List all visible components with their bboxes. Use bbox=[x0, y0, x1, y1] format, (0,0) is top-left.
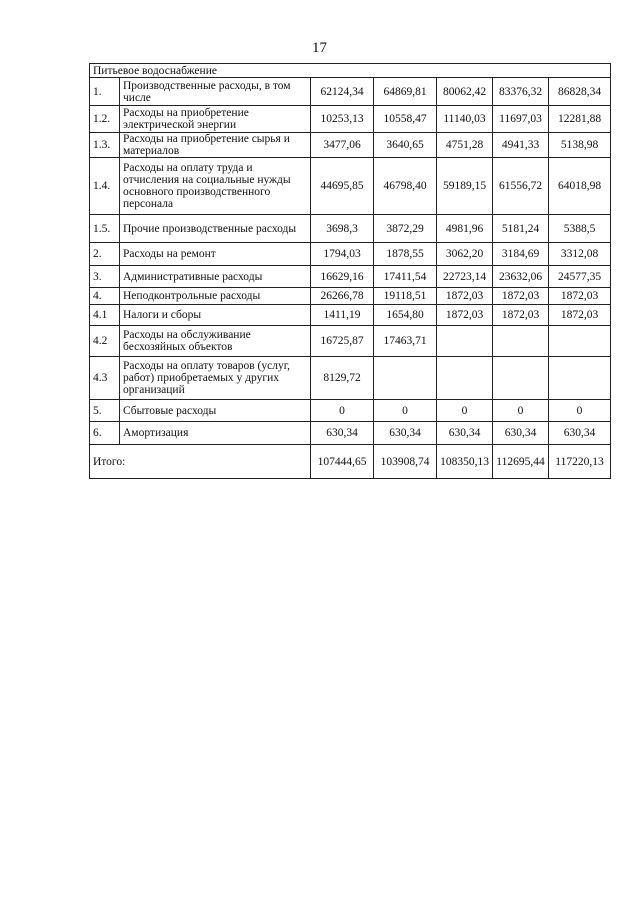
value-cell: 1872,03 bbox=[549, 305, 611, 326]
value-cell: 4751,28 bbox=[437, 133, 493, 158]
value-cell: 0 bbox=[437, 400, 493, 422]
row-number: 6. bbox=[90, 422, 120, 445]
value-cell: 3477,06 bbox=[311, 133, 374, 158]
row-label: Расходы на оплату товаров (услуг, работ) приобретаемых у других организаций bbox=[120, 357, 311, 400]
value-cell: 23632,06 bbox=[493, 266, 549, 288]
value-cell: 630,34 bbox=[437, 422, 493, 445]
value-cell bbox=[549, 357, 611, 400]
value-cell: 19118,51 bbox=[374, 288, 437, 305]
value-cell: 22723,14 bbox=[437, 266, 493, 288]
value-cell bbox=[493, 357, 549, 400]
table-row bbox=[90, 288, 611, 305]
value-cell: 1872,03 bbox=[549, 288, 611, 305]
row-number: 2. bbox=[90, 243, 120, 266]
value-cell: 3312,08 bbox=[549, 243, 611, 266]
value-cell bbox=[374, 357, 437, 400]
row-label: Сбытовые расходы bbox=[120, 400, 311, 422]
table-row bbox=[90, 158, 611, 215]
value-cell: 3184,69 bbox=[493, 243, 549, 266]
value-cell: 62124,34 bbox=[311, 78, 374, 106]
value-cell: 11697,03 bbox=[493, 106, 549, 133]
row-number: 1.3. bbox=[90, 133, 120, 158]
value-cell: 17411,54 bbox=[374, 266, 437, 288]
table-row bbox=[90, 106, 611, 133]
value-cell: 46798,40 bbox=[374, 158, 437, 215]
table-row bbox=[90, 215, 611, 243]
row-label: Расходы на ремонт bbox=[120, 243, 311, 266]
table-row bbox=[90, 400, 611, 422]
value-cell: 17463,71 bbox=[374, 326, 437, 357]
value-cell: 8129,72 bbox=[311, 357, 374, 400]
value-cell: 16725,87 bbox=[311, 326, 374, 357]
value-cell: 10558,47 bbox=[374, 106, 437, 133]
value-cell bbox=[437, 357, 493, 400]
table-row bbox=[90, 133, 611, 158]
value-cell: 1794,03 bbox=[311, 243, 374, 266]
row-label: Производственные расходы, в том числе bbox=[120, 78, 311, 106]
row-label: Расходы на приобретение сырья и материалов bbox=[120, 133, 311, 158]
value-cell: 83376,32 bbox=[493, 78, 549, 106]
total-row bbox=[90, 445, 611, 479]
value-cell: 3872,29 bbox=[374, 215, 437, 243]
table-row bbox=[90, 266, 611, 288]
value-cell: 5388,5 bbox=[549, 215, 611, 243]
row-number: 1.2. bbox=[90, 106, 120, 133]
value-cell: 4941,33 bbox=[493, 133, 549, 158]
value-cell: 1411,19 bbox=[311, 305, 374, 326]
value-cell: 1872,03 bbox=[437, 305, 493, 326]
value-cell: 86828,34 bbox=[549, 78, 611, 106]
table-row bbox=[90, 357, 611, 400]
section-header-row bbox=[90, 64, 611, 78]
value-cell: 26266,78 bbox=[311, 288, 374, 305]
value-cell: 630,34 bbox=[311, 422, 374, 445]
value-cell: 24577,35 bbox=[549, 266, 611, 288]
value-cell: 3640,65 bbox=[374, 133, 437, 158]
row-label: Прочие производственные расходы bbox=[120, 215, 311, 243]
value-cell: 16629,16 bbox=[311, 266, 374, 288]
value-cell: 0 bbox=[374, 400, 437, 422]
value-cell bbox=[437, 326, 493, 357]
row-label: Расходы на приобретение электрической энергии bbox=[120, 106, 311, 133]
row-label: Расходы на оплату труда и отчисления на социальные нужды основного производственного персонала bbox=[120, 158, 311, 215]
total-value-cell: 108350,13 bbox=[437, 445, 493, 479]
row-number: 4.2 bbox=[90, 326, 120, 357]
value-cell: 80062,42 bbox=[437, 78, 493, 106]
row-number: 4. bbox=[90, 288, 120, 305]
value-cell: 10253,13 bbox=[311, 106, 374, 133]
value-cell: 12281,88 bbox=[549, 106, 611, 133]
row-label: Расходы на обслуживание бесхозяйных объектов bbox=[120, 326, 311, 357]
value-cell: 4981,96 bbox=[437, 215, 493, 243]
total-value-cell: 112695,44 bbox=[493, 445, 549, 479]
value-cell: 11140,03 bbox=[437, 106, 493, 133]
value-cell: 64869,81 bbox=[374, 78, 437, 106]
table-row bbox=[90, 243, 611, 266]
value-cell: 59189,15 bbox=[437, 158, 493, 215]
total-value-cell: 117220,13 bbox=[549, 445, 611, 479]
row-number: 4.1 bbox=[90, 305, 120, 326]
row-number: 3. bbox=[90, 266, 120, 288]
value-cell: 61556,72 bbox=[493, 158, 549, 215]
value-cell: 1878,55 bbox=[374, 243, 437, 266]
value-cell: 44695,85 bbox=[311, 158, 374, 215]
value-cell: 5138,98 bbox=[549, 133, 611, 158]
value-cell: 5181,24 bbox=[493, 215, 549, 243]
value-cell bbox=[493, 326, 549, 357]
total-value-cell: 107444,65 bbox=[311, 445, 374, 479]
row-label: Неподконтрольные расходы bbox=[120, 288, 311, 305]
row-number: 1. bbox=[90, 78, 120, 106]
value-cell bbox=[549, 326, 611, 357]
value-cell: 0 bbox=[493, 400, 549, 422]
table-row bbox=[90, 305, 611, 326]
value-cell: 630,34 bbox=[549, 422, 611, 445]
total-label: Итого: bbox=[90, 445, 311, 479]
value-cell: 1872,03 bbox=[437, 288, 493, 305]
row-label: Амортизация bbox=[120, 422, 311, 445]
table-row bbox=[90, 326, 611, 357]
section-title: Питьевое водоснабжение bbox=[90, 64, 611, 78]
row-label: Административные расходы bbox=[120, 266, 311, 288]
table-row bbox=[90, 78, 611, 106]
value-cell: 630,34 bbox=[493, 422, 549, 445]
value-cell: 3062,20 bbox=[437, 243, 493, 266]
row-label: Налоги и сборы bbox=[120, 305, 311, 326]
value-cell: 630,34 bbox=[374, 422, 437, 445]
row-number: 1.5. bbox=[90, 215, 120, 243]
value-cell: 1654,80 bbox=[374, 305, 437, 326]
value-cell: 3698,3 bbox=[311, 215, 374, 243]
row-number: 4.3 bbox=[90, 357, 120, 400]
expense-table bbox=[89, 63, 611, 479]
row-number: 1.4. bbox=[90, 158, 120, 215]
total-value-cell: 103908,74 bbox=[374, 445, 437, 479]
row-number: 5. bbox=[90, 400, 120, 422]
value-cell: 0 bbox=[549, 400, 611, 422]
value-cell: 1872,03 bbox=[493, 305, 549, 326]
value-cell: 64018,98 bbox=[549, 158, 611, 215]
value-cell: 1872,03 bbox=[493, 288, 549, 305]
value-cell: 0 bbox=[311, 400, 374, 422]
table-row bbox=[90, 422, 611, 445]
page-number: 17 bbox=[312, 40, 327, 56]
